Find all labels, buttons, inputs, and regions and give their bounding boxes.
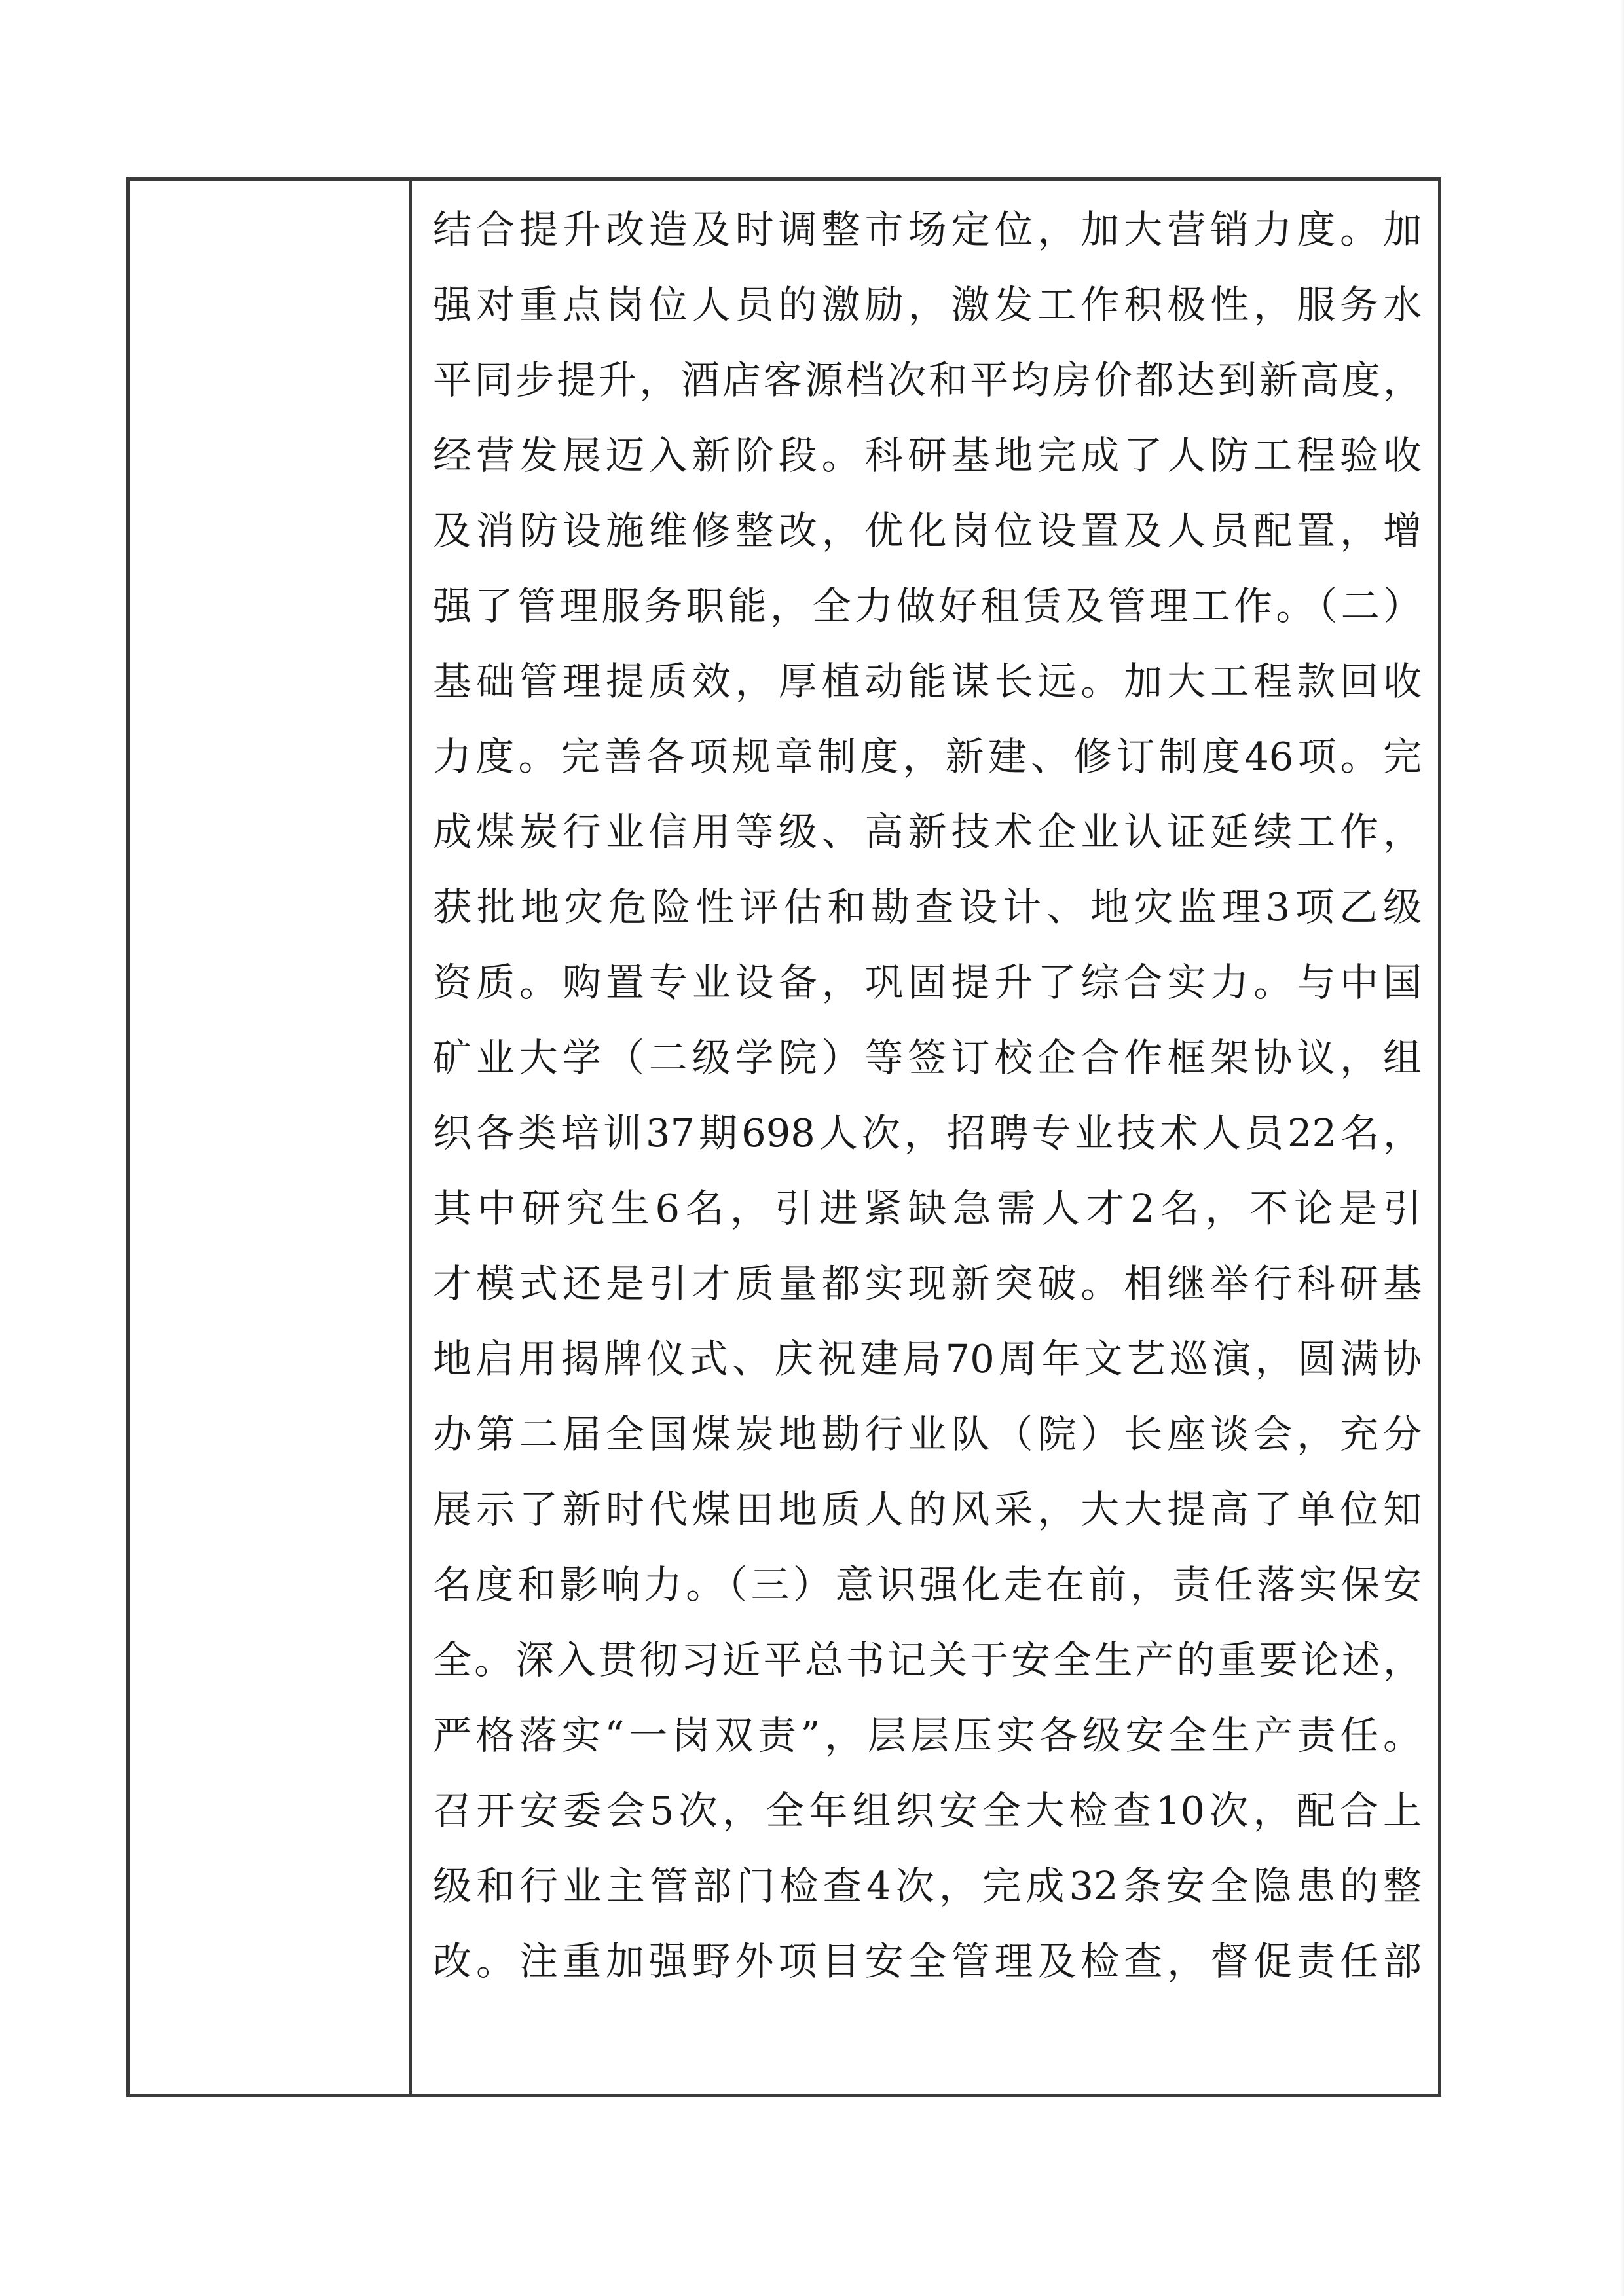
text-line: 强对重点岗位人员的激励，激发工作积极性，服务水: [433, 282, 1422, 327]
text-line: 级和行业主管部门检查4次，完成32条安全隐患的整: [433, 1863, 1422, 1908]
label-cell: [130, 181, 412, 2094]
text-line: 基础管理提质效，厚植动能谋长远。加大工程款回收: [433, 659, 1422, 704]
text-line: 改。注重加强野外项目安全管理及检查，督促责任部: [433, 1939, 1422, 1984]
text-line: 办第二届全国煤炭地勘行业队（院）长座谈会，充分: [433, 1412, 1422, 1457]
text-line: 严格落实“一岗双责”，层层压实各级安全生产责任。: [433, 1713, 1422, 1758]
text-line: 召开安委会5次，全年组织安全大检查10次，配合上: [433, 1788, 1422, 1833]
text-line: 成煤炭行业信用等级、高新技术企业认证延续工作，: [433, 809, 1422, 854]
text-line: 结合提升改造及时调整市场定位，加大营销力度。加: [433, 207, 1422, 252]
text-line: 资质。购置专业设备，巩固提升了综合实力。与中国: [433, 960, 1422, 1005]
text-line: 全。深入贯彻习近平总书记关于安全生产的重要论述，: [433, 1637, 1422, 1683]
text-line: 获批地灾危险性评估和勘查设计、地灾监理3项乙级: [433, 884, 1422, 930]
text-line: 织各类培训37期698人次，招聘专业技术人员22名，: [433, 1110, 1422, 1156]
text-line: 及消防设施维修整改，优化岗位设置及人员配置，增: [433, 508, 1422, 553]
text-line: 展示了新时代煤田地质人的风采，大大提高了单位知: [433, 1487, 1422, 1532]
text-line: 力度。完善各项规章制度，新建、修订制度46项。完: [433, 734, 1422, 779]
form-table: [126, 177, 1441, 2097]
text-line: 矿业大学（二级学院）等签订校企合作框架协议，组: [433, 1035, 1422, 1080]
text-line: 平同步提升，酒店客源档次和平均房价都达到新高度，: [433, 357, 1422, 403]
text-line: 其中研究生6名，引进紧缺急需人才2名，不论是引: [433, 1186, 1422, 1231]
text-line: 才模式还是引才质量都实现新突破。相继举行科研基: [433, 1261, 1422, 1306]
text-line: 名度和影响力。（三）意识强化走在前，责任落实保安: [433, 1562, 1422, 1607]
text-line: 经营发展迈入新阶段。科研基地完成了人防工程验收: [433, 433, 1422, 478]
page-edge-shadow: [1620, 0, 1624, 2296]
content-cell: [412, 181, 1438, 2094]
text-line: 强了管理服务职能，全力做好租赁及管理工作。（二）: [433, 583, 1422, 629]
text-line: 地启用揭牌仪式、庆祝建局70周年文艺巡演，圆满协: [433, 1336, 1422, 1381]
